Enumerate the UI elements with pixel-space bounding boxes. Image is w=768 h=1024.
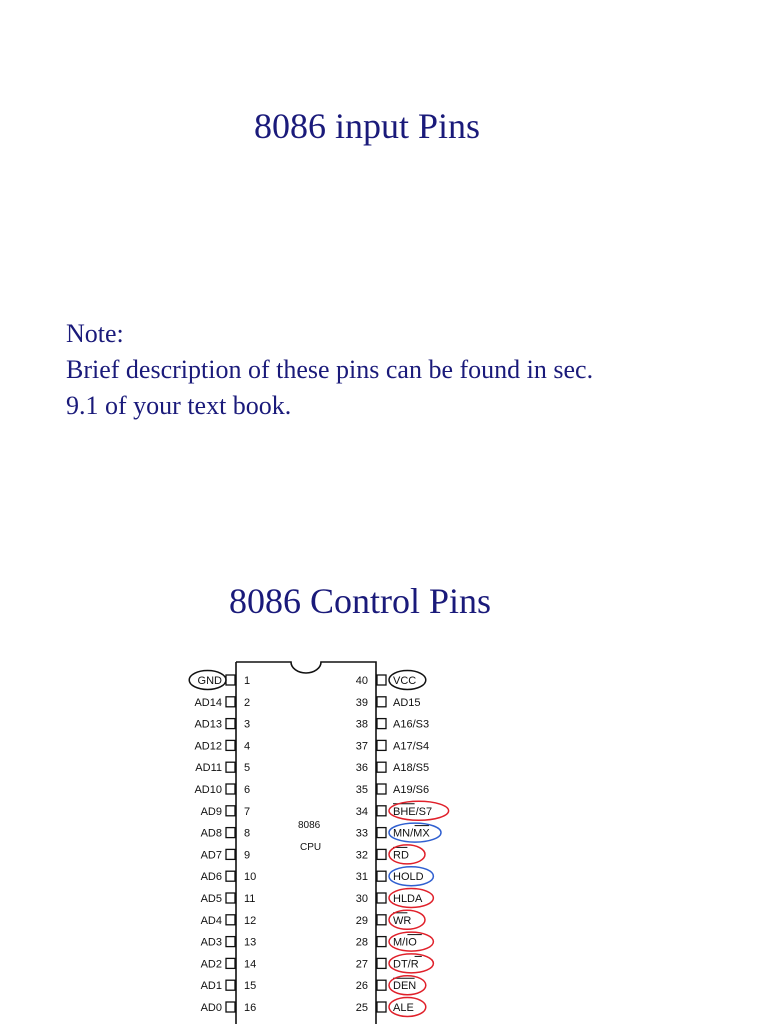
pin-number: 8 <box>244 827 251 840</box>
pin-stub <box>226 871 235 881</box>
chip-label-line-1: 8086 <box>298 820 321 831</box>
pin-name: GND <box>197 675 222 687</box>
pin-name: AD0 <box>200 1002 222 1014</box>
pin-name: AD2 <box>200 958 222 971</box>
pin-number: 6 <box>244 784 251 796</box>
pin-stub <box>377 762 386 772</box>
pin-name: MN/MX <box>393 827 430 840</box>
pin-number: 29 <box>355 914 368 927</box>
pin-number: 33 <box>355 827 368 840</box>
pin-number: 32 <box>355 849 368 862</box>
pin-name: A16/S3 <box>393 718 430 731</box>
pin-stub <box>377 893 386 903</box>
pin-stub <box>377 828 386 838</box>
left-pin-column <box>189 671 256 1015</box>
pin-stub <box>226 828 235 838</box>
pin-number: 3 <box>244 718 251 731</box>
pin-name: AD3 <box>200 936 222 949</box>
pin-stub <box>226 937 235 947</box>
pin-number: 4 <box>244 740 251 753</box>
pin-stub <box>377 915 386 925</box>
pin-number: 13 <box>244 936 257 949</box>
pin-number: 12 <box>244 914 257 927</box>
pin-number: 11 <box>244 893 256 905</box>
pin-name: AD9 <box>200 805 222 818</box>
pin-number: 9 <box>244 849 251 862</box>
pin-number: 35 <box>355 784 368 796</box>
pin-stub <box>226 784 235 794</box>
pin-number: 7 <box>244 805 251 818</box>
pin-stub <box>226 762 235 772</box>
pin-stub <box>226 1002 235 1012</box>
pin-stub <box>226 740 235 750</box>
pin-name: ALE <box>393 1002 414 1014</box>
pin-stub <box>377 871 386 881</box>
pin-name: AD12 <box>194 740 222 753</box>
pin-stub <box>226 697 235 707</box>
pin-name: HLDA <box>393 893 423 905</box>
pin-name: AD7 <box>200 849 222 862</box>
pin-name: AD10 <box>194 784 222 796</box>
pin-stub <box>226 806 235 816</box>
pin-stub <box>226 893 235 903</box>
pin-stub <box>377 675 386 685</box>
pin-name: BHE/S7 <box>393 805 433 818</box>
pin-stub <box>377 937 386 947</box>
pin-name: HOLD <box>393 871 424 884</box>
pin-name: M/IO <box>393 936 417 949</box>
pin-number: 34 <box>355 805 368 818</box>
pin-stub <box>377 784 386 794</box>
pin-number: 28 <box>355 936 368 949</box>
pinout-diagram <box>166 632 496 1024</box>
pin-number: 39 <box>355 696 368 709</box>
pin-name: AD1 <box>200 980 222 993</box>
section-title: 8086 Control Pins <box>228 581 492 621</box>
pin-name: DEN <box>393 980 417 993</box>
pin-name: AD6 <box>200 871 222 884</box>
pin-name: A17/S4 <box>393 740 430 753</box>
pin-name: VCC <box>393 675 417 687</box>
pin-name: AD14 <box>194 696 222 709</box>
pin-number: 37 <box>355 740 368 753</box>
pin-stub <box>377 806 386 816</box>
pin-stub <box>226 980 235 990</box>
pin-stub <box>377 719 386 729</box>
pin-stub <box>377 849 386 859</box>
pin-stub <box>377 697 386 707</box>
chip-label-line-2: CPU <box>300 842 322 853</box>
pin-number: 36 <box>355 762 368 775</box>
pin-stub <box>226 915 235 925</box>
pin-number: 30 <box>355 893 368 905</box>
note-line-2: 9.1 of your text book. <box>66 391 292 420</box>
right-pin-column <box>356 671 449 1017</box>
pin-stub <box>226 675 235 685</box>
pin-name: WR <box>393 914 412 927</box>
note-block <box>66 316 706 424</box>
pin-name: DT/R <box>393 958 419 971</box>
pin-number: 16 <box>244 1002 257 1014</box>
pin-number: 25 <box>355 1002 368 1014</box>
pin-name: RD <box>393 849 409 862</box>
pin-stub <box>377 980 386 990</box>
pin-name: AD8 <box>200 827 222 840</box>
pin-number: 2 <box>244 696 251 709</box>
pin-stub <box>226 719 235 729</box>
pin-number: 14 <box>244 958 257 971</box>
note-line-1: Brief description of these pins can be found in sec. <box>66 355 594 384</box>
pin-name: AD5 <box>200 893 222 905</box>
note-label: Note: <box>66 319 124 348</box>
pin-name: AD15 <box>393 696 421 709</box>
pin-stub <box>377 958 386 968</box>
pin-stub <box>226 849 235 859</box>
pin-number: 1 <box>244 675 251 687</box>
pin-name: A18/S5 <box>393 762 430 775</box>
pin-name: AD13 <box>194 718 222 731</box>
pin-number: 27 <box>355 958 368 971</box>
pin-number: 40 <box>355 675 368 687</box>
pin-number: 10 <box>244 871 257 884</box>
pin-stub <box>377 740 386 750</box>
pin-number: 31 <box>355 871 368 884</box>
pin-number: 38 <box>355 718 368 731</box>
pin-number: 5 <box>244 762 251 775</box>
pin-number: 15 <box>244 980 257 993</box>
pin-number: 26 <box>355 980 368 993</box>
pin-name: AD4 <box>200 914 222 927</box>
pin-stub <box>377 1002 386 1012</box>
pin-name: A19/S6 <box>393 784 430 796</box>
pin-stub <box>226 958 235 968</box>
slide-title: 8086 input Pins <box>253 106 481 146</box>
pin-name: AD11 <box>195 762 222 775</box>
